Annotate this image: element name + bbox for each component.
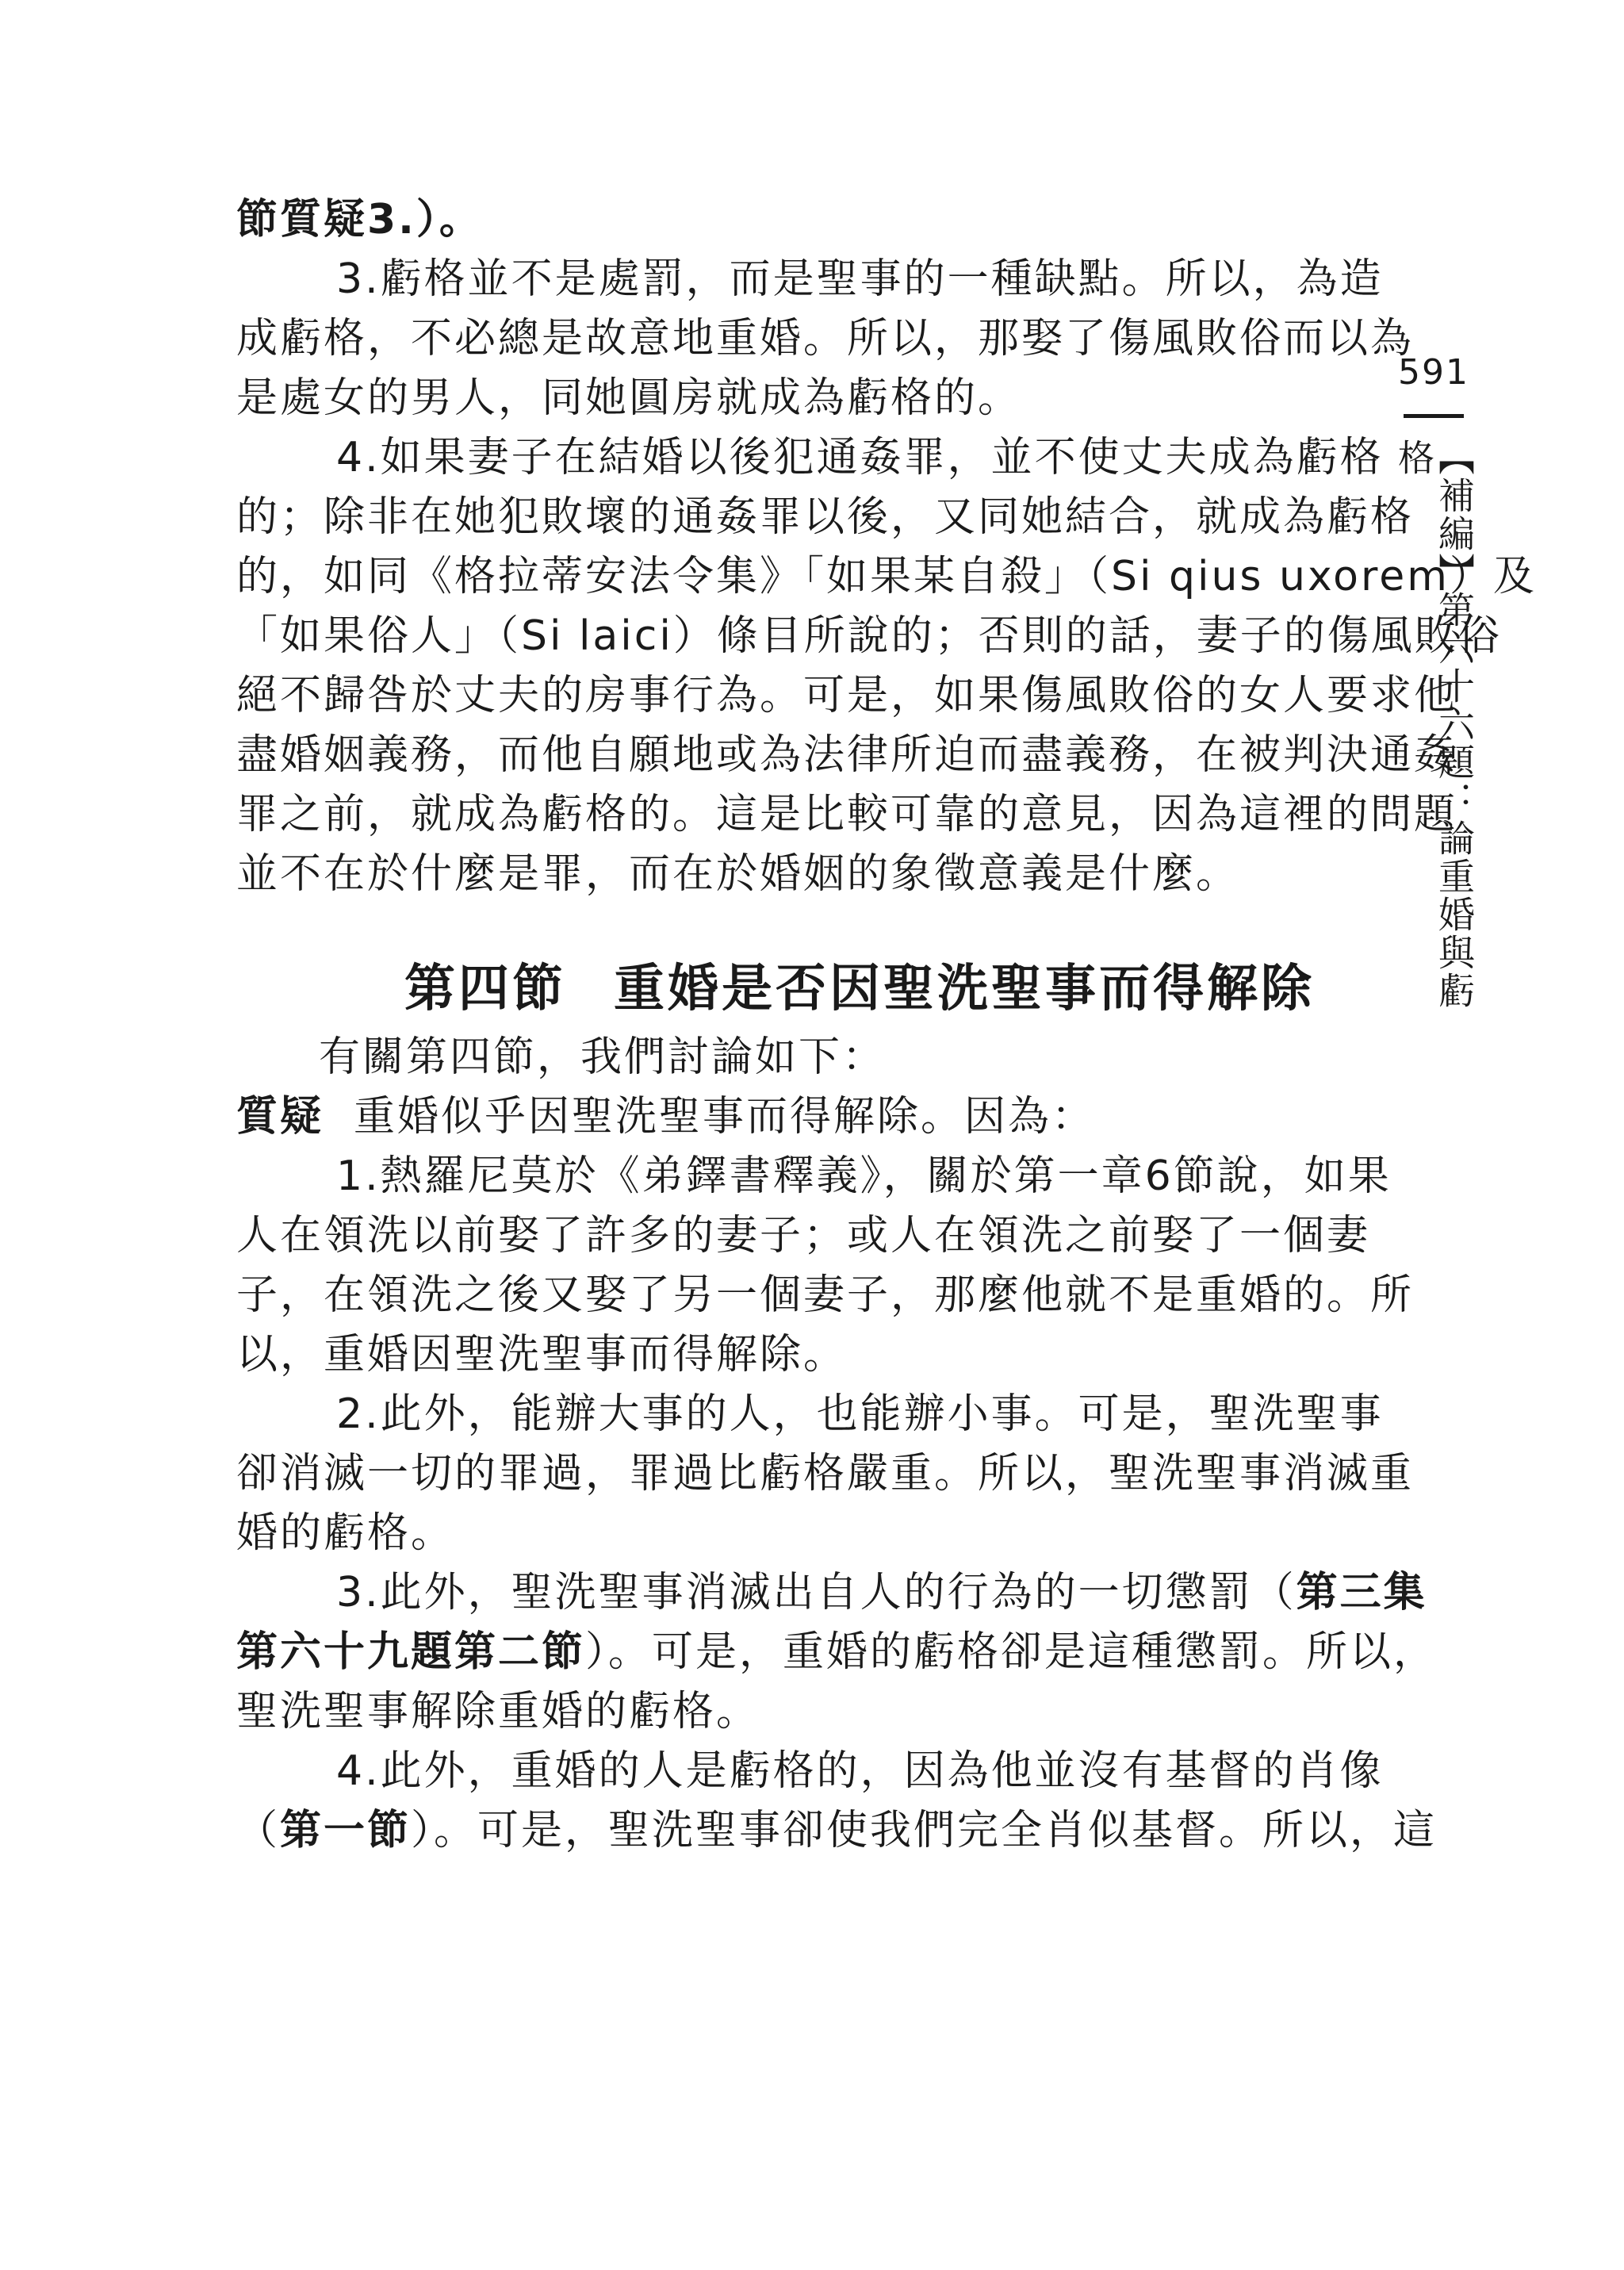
text-line: 4.如果妻子在結婚以後犯通姦罪，並不使丈夫成為虧格 (336, 434, 1384, 481)
text-line: 聖洗聖事解除重婚的虧格。 (236, 1688, 760, 1735)
text-line: 卻消滅一切的罪過，罪過比虧格嚴重。所以，聖洗聖事消滅重 (236, 1450, 1415, 1497)
text-line: 罪之前，就成為虧格的。這是比較可靠的意見，因為這裡的問題 (236, 791, 1458, 838)
text-line: 的，如同《格拉蒂安法令集》「如果某自殺」（Si qius uxorem）及 (236, 553, 1537, 600)
text-line: 絕不歸咎於丈夫的房事行為。可是，如果傷風敗俗的女人要求他 (236, 672, 1458, 719)
citation: 第三集 (1296, 1569, 1427, 1616)
text-line: 是處女的男人，同她圓房就成為虧格的。 (236, 374, 1022, 422)
text-line: 成虧格，不必總是故意地重婚。所以，那娶了傷風敗俗而以為 (236, 315, 1415, 362)
text-span: ）。可是，聖洗聖事卻使我們完全肖似基督。所以，這 (411, 1807, 1438, 1854)
section-title: 重婚是否因聖洗聖事而得解除 (614, 959, 1315, 1018)
running-title: 【補編】第六十六題：論重婚與虧格 (1392, 439, 1476, 1010)
text-line: 並不在於什麼是罪，而在於婚姻的象徵意義是什麼。 (236, 850, 1240, 898)
section-heading (236, 950, 1354, 1028)
text-line: 4.此外，重婚的人是虧格的，因為他並沒有基督的肖像 (336, 1747, 1384, 1795)
text-line (236, 1563, 1427, 1623)
text-span: ）。可是，重婚的虧格卻是這種懲罰。所以， (585, 1628, 1438, 1676)
text-span: 節質疑3.）。 (236, 196, 483, 243)
text-line (236, 190, 1354, 250)
text-line: 人在領洗以前娶了許多的妻子；或人在領洗之前娶了一個妻 (236, 1212, 1371, 1260)
query-label: 質疑 (236, 1093, 324, 1141)
text-span: 3.此外，聖洗聖事消滅出自人的行為的一切懲罰（ (336, 1569, 1297, 1616)
text-line: 婚的虧格。 (236, 1509, 455, 1557)
text-line: 3.虧格並不是處罰，而是聖事的一種缺點。所以，為造 (336, 255, 1384, 303)
text-line: 盡婚姻義務，而他自願地或為法律所迫而盡義務，在被判決通姦 (236, 731, 1458, 779)
citation: 第一節 (280, 1807, 412, 1854)
text-line: 2.此外，能辦大事的人，也能辦小事。可是，聖洗聖事 (336, 1390, 1384, 1438)
query-text: 重婚似乎因聖洗聖事而得解除。因為： (354, 1093, 1096, 1141)
text-line: 1.熱羅尼莫於《弟鐸書釋義》，關於第一章6節說，如果 (336, 1152, 1392, 1200)
text-line (236, 1801, 1438, 1861)
page-number: 591 (1398, 352, 1469, 393)
intro-line: 有關第四節，我們討論如下： (319, 1033, 887, 1081)
margin-rule (1404, 414, 1464, 418)
text-line: 的；除非在她犯敗壞的通姦罪以後，又同她結合，就成為虧格 (236, 493, 1415, 541)
text-line: 子，在領洗之後又娶了另一個妻子，那麼他就不是重婚的。所 (236, 1271, 1415, 1319)
text-line (236, 1623, 1438, 1682)
text-line: 以，重婚因聖洗聖事而得解除。 (236, 1331, 848, 1378)
citation: 第六十九題第二節 (236, 1628, 586, 1676)
query-line (236, 1087, 1354, 1147)
text-line: 「如果俗人」（Si laici）條目所說的；否則的話，妻子的傷風敗俗 (236, 612, 1502, 660)
text-span: （ (236, 1807, 281, 1854)
margin-column (1386, 349, 1481, 1010)
section-number: 第四節 (404, 959, 566, 1018)
